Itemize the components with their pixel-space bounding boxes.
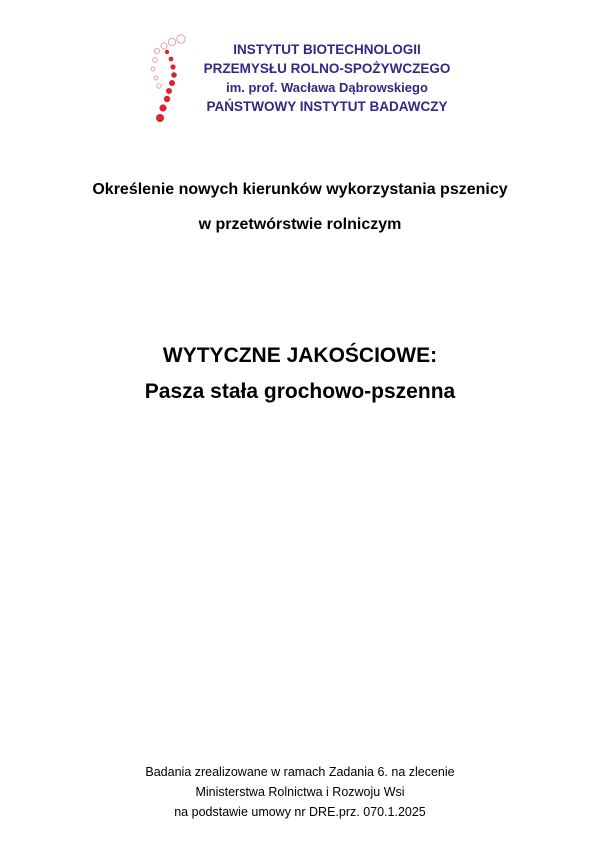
funding-note-line-3: na podstawie umowy nr DRE.prz. 070.1.2025 [174, 805, 426, 819]
document-title-line-2: Pasza stała grochowo-pszenna [144, 380, 456, 403]
project-title [0, 172, 600, 242]
funding-note-line-2: Ministerstwa Rolnictwa i Rozwoju Wsi [195, 785, 405, 799]
document-title [0, 338, 600, 410]
project-title-line-1: Określenie nowych kierunków wykorzystania pszenicy [92, 181, 508, 198]
document-title-line-1: WYTYCZNE JAKOŚCIOWE: [162, 344, 438, 367]
institute-name-line: PAŃSTWOWY INSTYTUT BADAWCZY [206, 99, 448, 114]
institute-name-line: im. prof. Wacława Dąbrowskiego [226, 80, 428, 95]
funding-note [0, 762, 600, 822]
institute-logo [145, 30, 465, 125]
project-title-line-2: w przetwórstwie rolniczym [198, 216, 402, 233]
funding-note-line-1: Badania zrealizowane w ramach Zadania 6. na zlecenie [145, 765, 455, 779]
logo-dots-icon [145, 30, 195, 125]
institute-name-line: PRZEMYSŁU ROLNO-SPOŻYWCZEGO [203, 61, 451, 76]
institute-name [192, 40, 462, 116]
institute-name-line: INSTYTUT BIOTECHNOLOGII [233, 42, 421, 57]
